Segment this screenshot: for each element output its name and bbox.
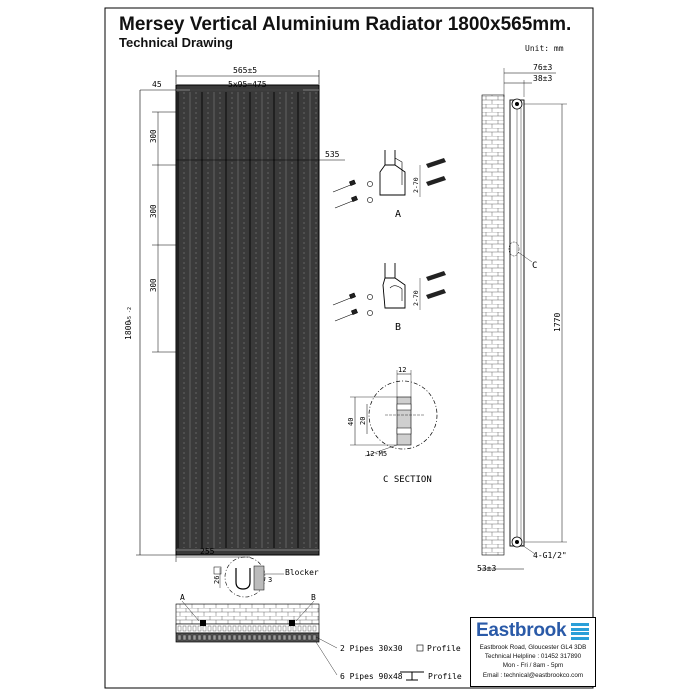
plan-view xyxy=(176,593,319,642)
profile-tube xyxy=(313,635,316,640)
plan-label-b: B xyxy=(311,593,316,602)
profile-tube xyxy=(288,626,291,631)
profile-tube xyxy=(263,635,266,640)
bracket-spacing-1: 300 xyxy=(149,129,158,143)
depth-inner: 38±3 xyxy=(533,74,553,83)
profile-tube xyxy=(243,635,246,640)
detail-dim-small: 3 xyxy=(268,576,273,584)
logo-bars-icon xyxy=(571,623,589,641)
pipes-6-label: 6 Pipes 90x48 xyxy=(340,672,403,681)
profile-tube xyxy=(223,626,226,631)
profile-tube xyxy=(203,626,206,631)
profile-tube xyxy=(188,635,191,640)
valve-spec: 4-G1/2" xyxy=(533,551,567,560)
profile-tube xyxy=(288,635,291,640)
profile-tube xyxy=(293,626,296,631)
section-dim-top: 12 xyxy=(398,366,407,374)
drawing-title: Mersey Vertical Aluminium Radiator 1800x565mm. xyxy=(119,14,572,35)
section-dim-40: 40 xyxy=(347,417,355,426)
profile-tube xyxy=(238,626,241,631)
wall-brick xyxy=(482,95,504,555)
profile-tube xyxy=(198,635,201,640)
square-profile-icon xyxy=(417,645,423,651)
height-dim: 1800 xyxy=(124,320,133,340)
bracket-b-assembly xyxy=(333,263,446,333)
bracket-spacing-2: 300 xyxy=(149,204,158,218)
contact-email: Email : technical@eastbrookco.com xyxy=(482,672,584,679)
column-dim: 5x95=475 xyxy=(228,80,267,89)
profile-tube xyxy=(308,635,311,640)
profile-tube xyxy=(188,626,191,631)
plan-profile xyxy=(176,624,319,633)
profile-tube xyxy=(178,626,181,631)
profile-tube xyxy=(213,626,216,631)
profile-tube xyxy=(283,626,286,631)
profile-tube xyxy=(253,635,256,640)
bottom-depth: 53±3 xyxy=(477,564,497,573)
profile-tube xyxy=(293,635,296,640)
profile-tube xyxy=(203,635,206,640)
profile-tube xyxy=(213,635,216,640)
width-dim: 565±5 xyxy=(233,66,258,75)
section-dim-20: 20 xyxy=(359,416,367,425)
profile-tube xyxy=(263,626,266,631)
edge-dim: 45 xyxy=(152,80,162,89)
profile-tube xyxy=(228,626,231,631)
profile-tube xyxy=(298,626,301,631)
pipes-2-suffix: Profile xyxy=(427,644,461,653)
eastbrook-info-box xyxy=(470,617,596,687)
section-marker: C xyxy=(532,261,538,271)
profile-tube xyxy=(178,635,181,640)
profile-tube xyxy=(253,626,256,631)
section-label: C SECTION xyxy=(383,475,432,485)
profile-tube xyxy=(248,626,251,631)
depth-outer: 76±3 xyxy=(533,63,553,72)
profile-tube xyxy=(268,626,271,631)
bracket-b-label: B xyxy=(395,322,402,333)
profile-tube xyxy=(278,635,281,640)
profile-tube xyxy=(303,635,306,640)
technical-helpline: Technical Helpline : 01452 317890 xyxy=(484,653,582,660)
bracket-a-dim: 2-70 xyxy=(412,177,420,193)
bracket-a-label: A xyxy=(395,209,402,220)
bracket-a-assembly xyxy=(333,150,446,220)
profile-tube xyxy=(208,626,211,631)
profile-tube xyxy=(283,635,286,640)
profile-tube xyxy=(268,635,271,640)
profile-tube xyxy=(218,635,221,640)
profile-tube xyxy=(198,626,201,631)
profile-tube xyxy=(313,626,316,631)
opening-hours: Mon - Fri / 8am - 5pm xyxy=(502,662,564,669)
eastbrook-logo: Eastbrook xyxy=(476,620,567,641)
profile-tube xyxy=(303,626,306,631)
section-thread: 12-M5 xyxy=(366,450,388,458)
i-beam-profile-icon xyxy=(400,672,424,680)
profile-tube xyxy=(218,626,221,631)
blocker-detail xyxy=(213,557,319,597)
profile-tube xyxy=(208,635,211,640)
company-address: Eastbrook Road, Gloucester GL4 3DB xyxy=(479,644,587,651)
plan-wall xyxy=(176,604,319,624)
detail-dim: 26 xyxy=(213,575,221,584)
profile-tube xyxy=(258,635,261,640)
profile-tube xyxy=(278,626,281,631)
profile-tube xyxy=(298,635,301,640)
profile-tube xyxy=(248,635,251,640)
profile-tube xyxy=(193,635,196,640)
drawing-subtitle: Technical Drawing xyxy=(119,35,233,50)
height-tolerance: +5 -2 xyxy=(127,306,133,322)
blocker-label: Blocker xyxy=(285,568,319,577)
bracket-spacing-3: 300 xyxy=(149,278,158,292)
profile-tube xyxy=(258,626,261,631)
profile-tube xyxy=(233,635,236,640)
profile-tube xyxy=(228,635,231,640)
unit-note: Unit: mm xyxy=(525,44,564,53)
profile-tube xyxy=(193,626,196,631)
bottom-dim: 255 xyxy=(200,547,215,556)
profile-tube xyxy=(243,626,246,631)
profile-notes xyxy=(316,637,462,681)
c-section-detail xyxy=(347,366,437,485)
front-view xyxy=(124,66,345,562)
profile-tube xyxy=(308,626,311,631)
plan-label-a: A xyxy=(180,593,185,602)
centers-dim: 1770 xyxy=(553,312,562,332)
pipes-6-suffix: Profile xyxy=(428,672,462,681)
profile-tube xyxy=(273,626,276,631)
profile-tube xyxy=(183,626,186,631)
pipes-2-label: 2 Pipes 30x30 xyxy=(340,644,403,653)
profile-tube xyxy=(273,635,276,640)
profile-tube xyxy=(233,626,236,631)
bracket-offset-dim: 535 xyxy=(325,150,340,159)
profile-tube xyxy=(183,635,186,640)
side-view xyxy=(477,63,567,573)
profile-tube xyxy=(238,635,241,640)
bracket-b-dim: 2-70 xyxy=(412,290,420,306)
profile-tube xyxy=(223,635,226,640)
